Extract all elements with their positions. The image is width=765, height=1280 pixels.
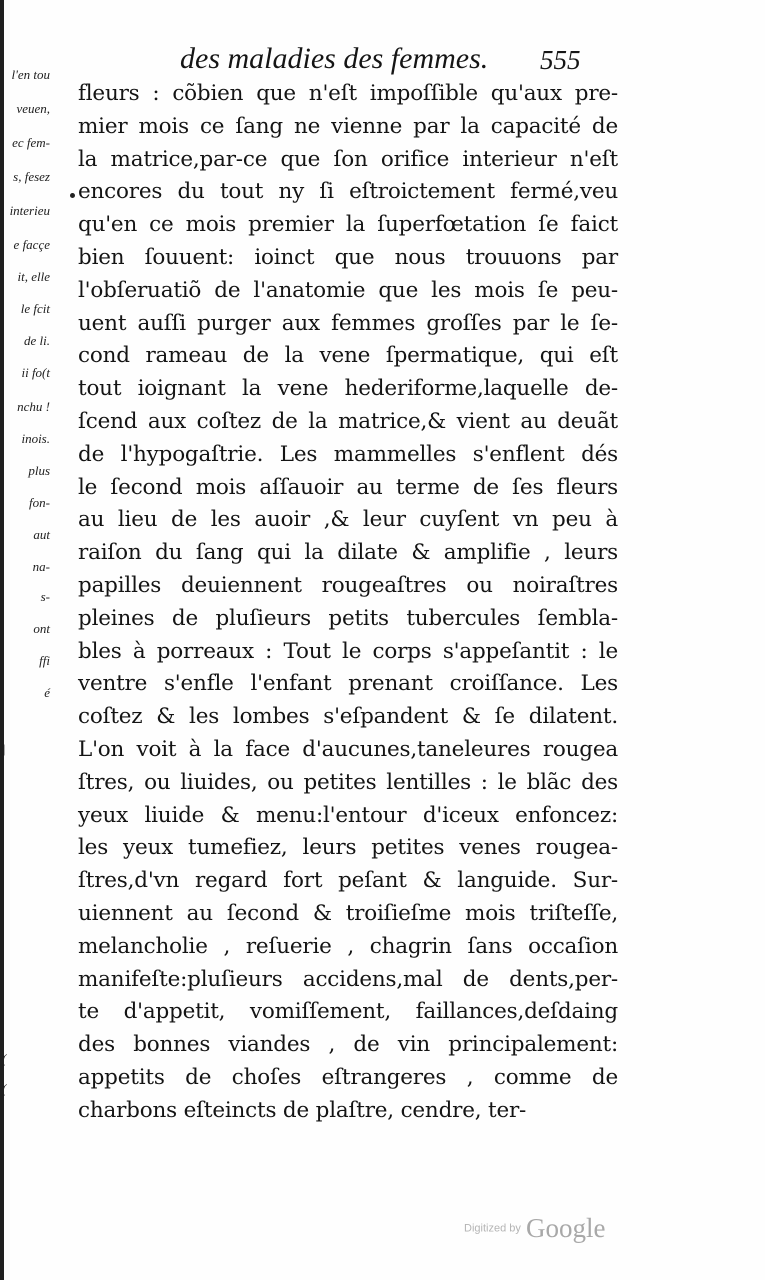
text-line: les yeux tumefiez, leurs petites venes rougea- (78, 835, 618, 861)
margin-fragment: s, fesez (13, 169, 50, 184)
margin-fragment: inois. (21, 431, 50, 446)
text-line: charbons eſteincts de plaſtre, cendre, ter- (78, 1097, 527, 1123)
margin-fragment: | (2, 741, 6, 756)
margin-fragment: veuen, (16, 101, 50, 116)
text-line: ſcend aux coſtez de la matrice,& vient au deuãt (78, 408, 618, 434)
text-line: yeux liuide & menu:l'entour d'iceux enfoncez: (78, 802, 618, 828)
text-line: au lieu de les auoir ,& leur cuyſent vn peu à (78, 507, 618, 533)
google-logo: Google (525, 1213, 606, 1243)
margin-fragment: ( (2, 1081, 7, 1096)
margin-fragment: aut (33, 527, 50, 542)
margin-fragment: plus (28, 463, 50, 478)
marginal-mark (70, 193, 75, 198)
text-line: coſtez & les lombes s'eſpandent & ſe dilatent. (78, 704, 618, 730)
margin-fragment: na- (32, 559, 50, 574)
margin-fragment: e facçe (13, 237, 50, 252)
facing-page-gutter (0, 0, 54, 1280)
margin-fragment: it, elle (17, 269, 50, 284)
watermark-prefix: Digitized by (464, 1222, 521, 1235)
text-line: raiſon du ſang qui la dilate & amplifie , leurs (78, 540, 618, 566)
text-line: encores du tout ny ſi eſtroictement fermé,veu (78, 179, 618, 205)
margin-fragment: l'en tou (11, 67, 50, 82)
digitized-watermark (464, 1213, 605, 1244)
margin-fragment: fon- (29, 495, 50, 510)
margin-fragment: s- (40, 589, 50, 604)
margin-fragment: nchu ! (17, 399, 50, 414)
text-line: la matrice,par-ce que ſon orifice interieur n'eſt (78, 146, 618, 172)
text-line: fleurs : cõbien que n'eſt impoſſible qu'aux pre- (78, 81, 618, 106)
running-title: des maladies des femmes. (180, 42, 489, 75)
text-line: pleines de pluſieurs petits tubercules ſembla- (78, 605, 618, 631)
text-line: tout ioignant la vene hederiforme,laquelle de- (78, 376, 618, 402)
margin-fragment: ont (33, 621, 50, 636)
margin-fragment: de li. (24, 333, 50, 348)
margin-fragment: ii fo(t (21, 365, 50, 380)
margin-fragment: ffi (39, 653, 50, 668)
text-line: appetits de choſes eſtrangeres , comme de (78, 1064, 618, 1090)
text-line: uiennent au ſecond & troiſieſme mois triſteſſe, (78, 900, 618, 926)
page-number: 555 (540, 45, 581, 75)
text-line: ſtres, ou liuides, ou petites lentilles : le blãc des (78, 769, 618, 795)
text-line: ventre s'enfle l'enfant prenant croiſſance. Les (78, 671, 618, 697)
text-line: le ſecond mois aſſauoir au terme de ſes fleurs (78, 474, 618, 500)
text-line: des bonnes viandes , de vin principalement: (78, 1032, 618, 1058)
margin-fragment: ec fem- (12, 135, 50, 150)
text-line: cond rameau de la vene ſpermatique, qui eſt (78, 343, 618, 369)
margin-fragment: ( (2, 1051, 7, 1066)
text-line: te d'appetit, vomiſſement, faillances,deſdaing (78, 999, 618, 1025)
text-line: bien ſouuent: ioinct que nous trouuons par (78, 244, 618, 270)
margin-fragment: interieu (9, 203, 50, 218)
body-text (78, 78, 618, 1128)
text-line: mier mois ce ſang ne vienne par la capacité de (78, 113, 618, 139)
text-line: de l'hypogaſtrie. Les mammelles s'enflent dés (78, 441, 618, 467)
text-line: ſtres,d'vn regard fort peſant & languide. Sur- (78, 868, 618, 894)
text-line: papilles deuiennent rougeaſtres ou noiraſtres (78, 572, 618, 598)
text-line: l'obſeruatiõ de l'anatomie que les mois ſe peu- (78, 277, 618, 303)
text-line: melancholie , reſuerie , chagrin ſans occaſion (78, 933, 618, 959)
text-line: qu'en ce mois premier la ſuperfœtation ſe faict (78, 212, 618, 238)
text-line: manifeſte:pluſieurs accidens,mal de dents,per- (78, 966, 618, 992)
margin-fragment: é (44, 685, 50, 700)
margin-fragment: le fcit (20, 301, 50, 316)
text-line: L'on voit à la face d'aucunes,taneleures rougea (78, 736, 618, 762)
text-line: uent auſſi purger aux femmes groſſes par le ſe- (78, 310, 618, 336)
text-line: bles à porreaux : Tout le corps s'appeſantit : le (78, 638, 618, 664)
